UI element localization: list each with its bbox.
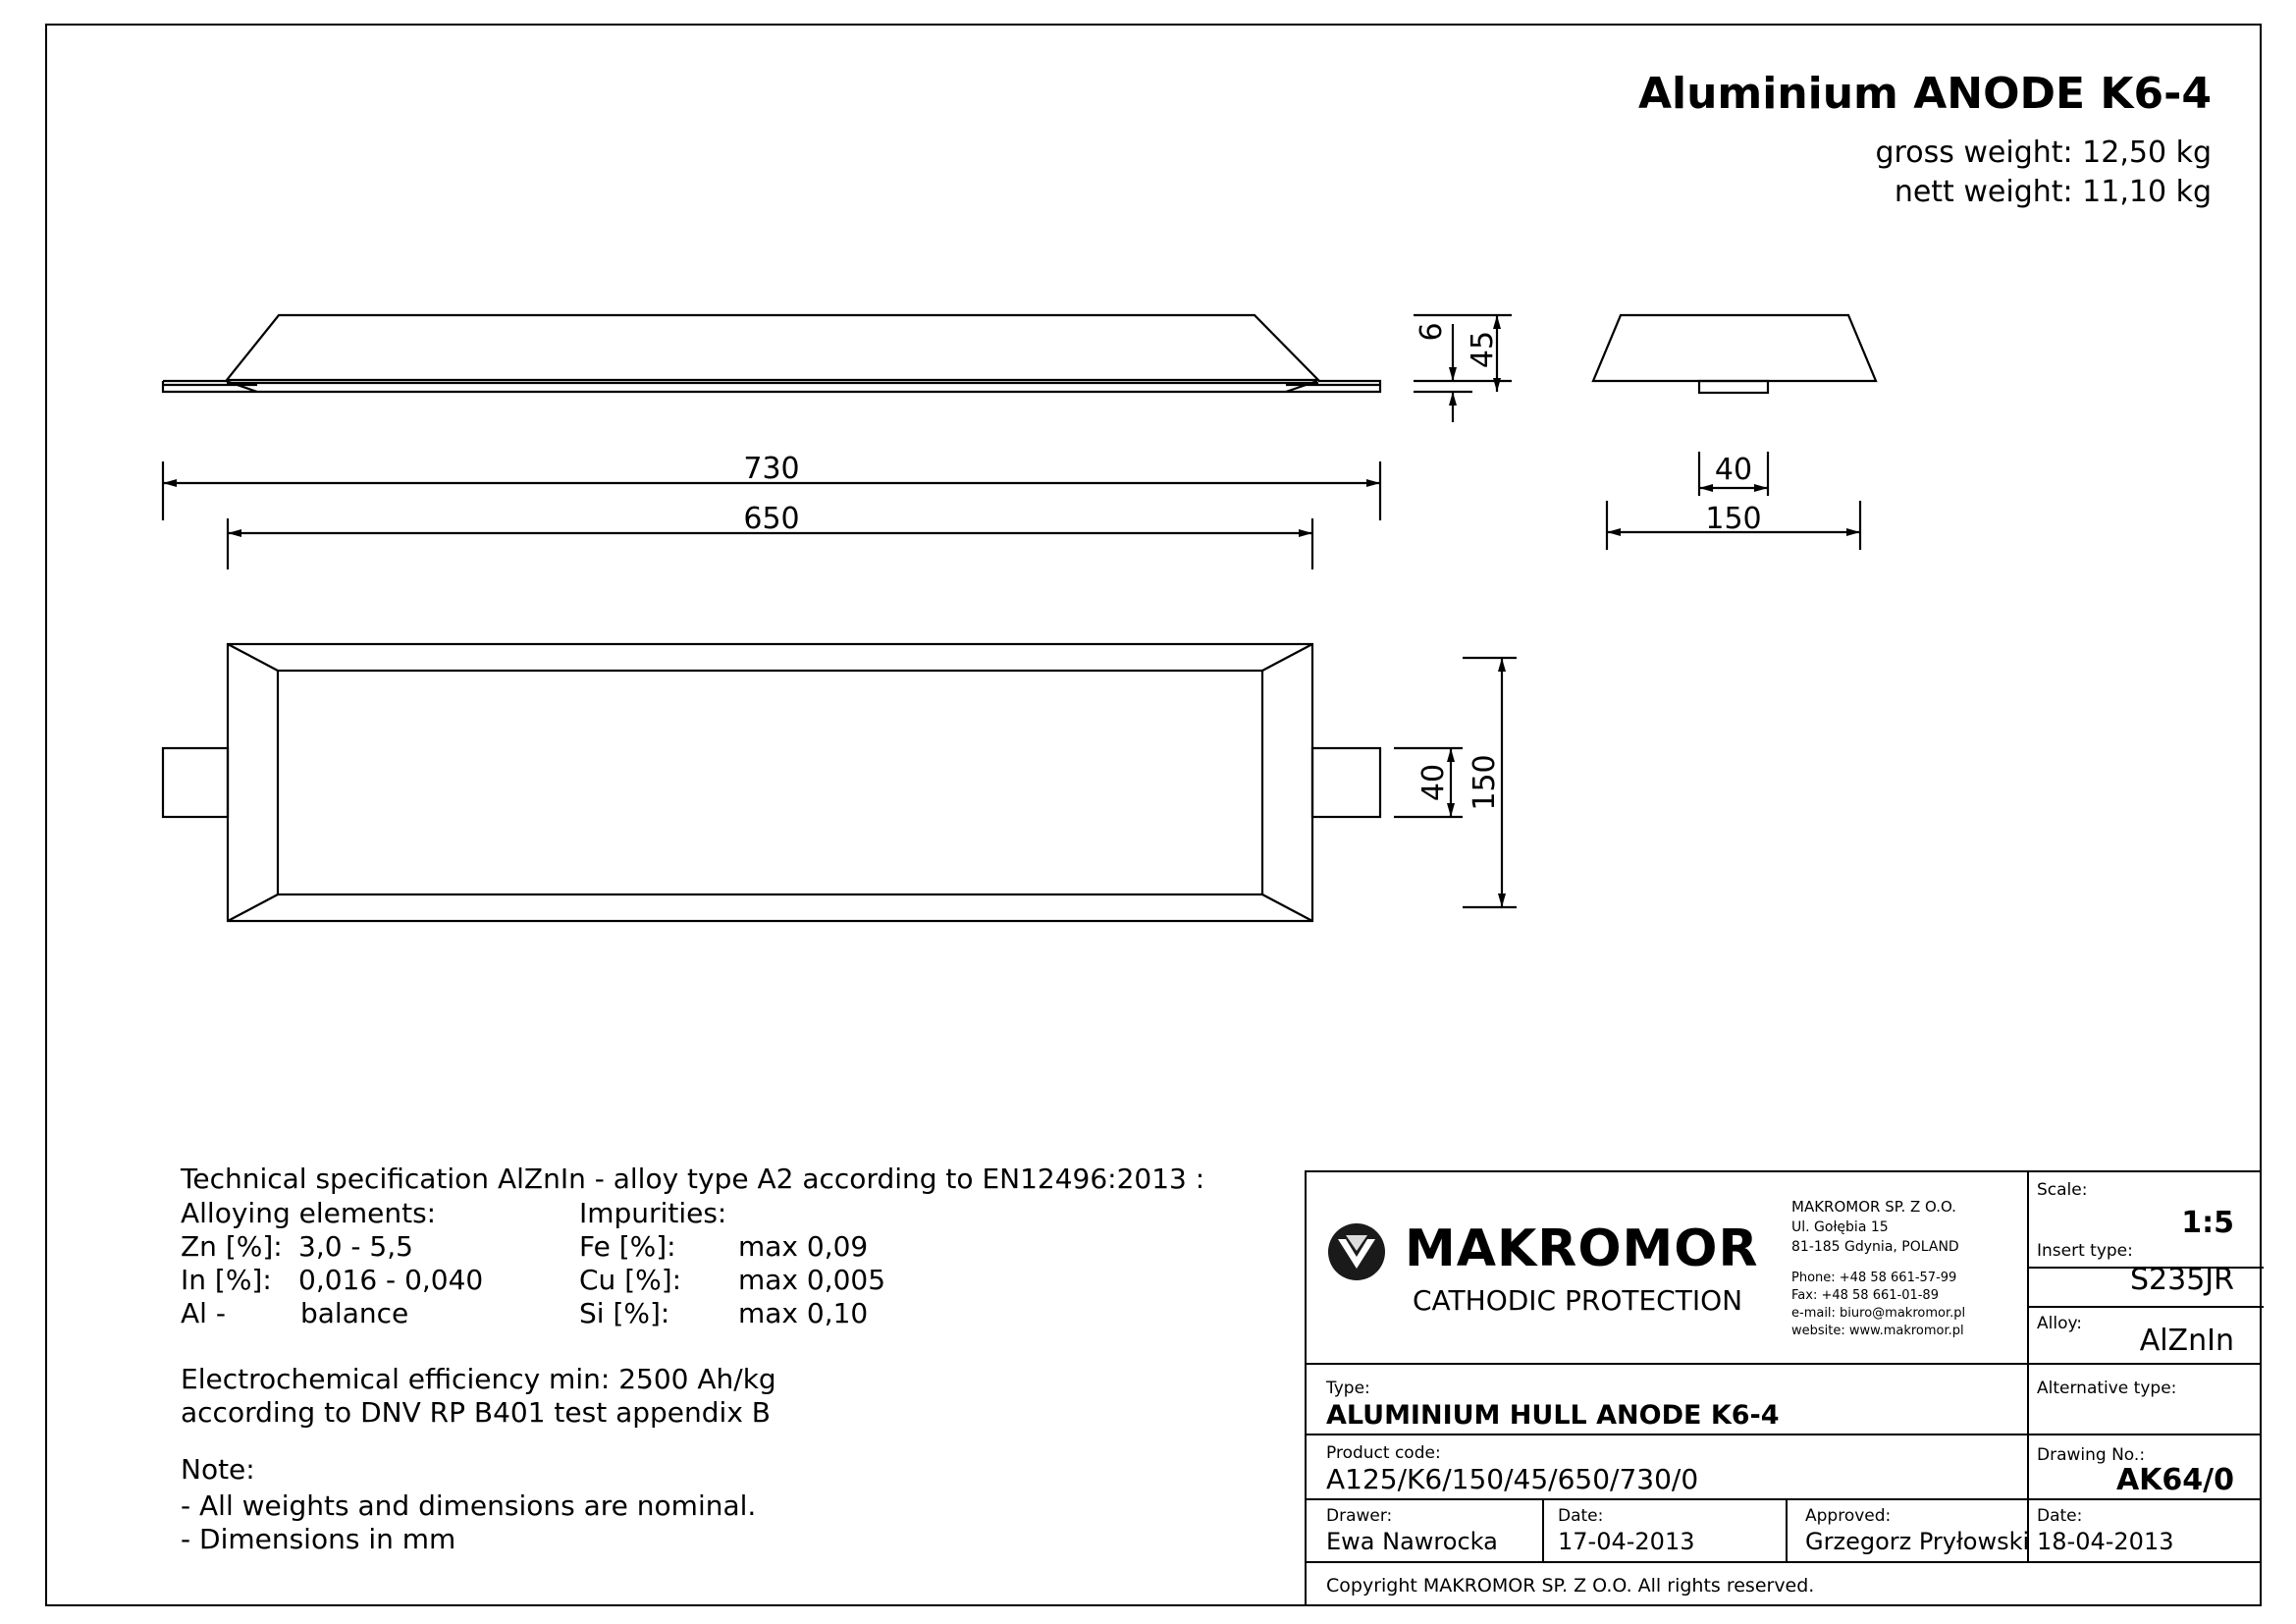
impurity-val: max 0,005 xyxy=(738,1264,886,1296)
dim-40-plan: 40 xyxy=(1416,763,1451,802)
spec-heading: Technical specification AlZnIn - alloy type A2 according to EN12496:2013 : xyxy=(181,1163,1205,1195)
side-view xyxy=(163,315,1380,392)
dim-6: 6 xyxy=(1415,322,1449,342)
impurities-label: Impurities: xyxy=(579,1197,727,1229)
approved-label: Approved: xyxy=(1805,1506,1892,1526)
date-label: Date: xyxy=(1558,1506,1604,1526)
scale-value: 1:5 xyxy=(2181,1206,2234,1240)
impurity-el: Cu [%]: xyxy=(579,1264,682,1296)
alloy-value: AlZnIn xyxy=(2139,1324,2234,1358)
date-label: Date: xyxy=(2037,1506,2083,1526)
alloy-val: balance xyxy=(300,1297,409,1329)
company-name: MAKROMOR xyxy=(1405,1219,1759,1278)
dim-150-end: 150 xyxy=(1705,502,1762,536)
impurity-val: max 0,09 xyxy=(738,1230,869,1263)
contact-line: Phone: +48 58 661-57-99 xyxy=(1791,1271,1957,1285)
alloy-val: 3,0 - 5,5 xyxy=(298,1230,413,1263)
title-block xyxy=(1305,1170,2262,1606)
end-view xyxy=(1593,315,1876,393)
product-code-label: Product code: xyxy=(1326,1443,1441,1463)
makromor-logo-icon xyxy=(1326,1221,1387,1282)
contact-line: Fax: +48 58 661-01-89 xyxy=(1791,1288,1939,1303)
efficiency-line-1: Electrochemical efficiency min: 2500 Ah/kg xyxy=(181,1363,776,1395)
contact-line: website: www.makromor.pl xyxy=(1791,1324,1964,1338)
drawing-no-value: AK64/0 xyxy=(2115,1463,2234,1497)
address-line: Ul. Gołębia 15 xyxy=(1791,1219,1889,1235)
drawing-title: Aluminium ANODE K6-4 xyxy=(1637,69,2212,119)
date-value: 17-04-2013 xyxy=(1558,1528,1695,1555)
address-line: MAKROMOR SP. Z O.O. xyxy=(1791,1198,1956,1216)
scale-label: Scale: xyxy=(2037,1180,2088,1200)
gross-weight: gross weight: 12,50 kg xyxy=(1875,135,2212,170)
insert-type-label: Insert type: xyxy=(2037,1241,2133,1261)
nett-weight: nett weight: 11,10 kg xyxy=(1894,175,2212,209)
alloying-label: Alloying elements: xyxy=(181,1197,437,1229)
drawer-value: Ewa Nawrocka xyxy=(1326,1528,1498,1555)
date-value: 18-04-2013 xyxy=(2037,1528,2174,1555)
dim-45: 45 xyxy=(1466,330,1500,369)
alloy-val: 0,016 - 0,040 xyxy=(298,1264,484,1296)
type-label: Type: xyxy=(1326,1379,1370,1398)
contact-line: e-mail: biuro@makromor.pl xyxy=(1791,1306,1966,1321)
impurity-val: max 0,10 xyxy=(738,1297,869,1329)
efficiency-line-2: according to DNV RP B401 test appendix B xyxy=(181,1396,772,1429)
impurity-el: Si [%]: xyxy=(579,1297,670,1329)
dim-40-end: 40 xyxy=(1714,453,1753,487)
insert-type-value: S235JR xyxy=(2130,1263,2234,1297)
approved-value: Grzegorz Pryłowski xyxy=(1805,1528,2030,1555)
company-tagline: CATHODIC PROTECTION xyxy=(1413,1284,1743,1317)
product-code-value: A125/K6/150/45/650/730/0 xyxy=(1326,1463,1699,1495)
plan-view xyxy=(163,644,1380,921)
impurity-el: Fe [%]: xyxy=(579,1230,676,1263)
note-label: Note: xyxy=(181,1453,255,1486)
dim-650: 650 xyxy=(743,502,800,536)
alloy-el: Al - xyxy=(181,1297,226,1329)
alternative-type-label: Alternative type: xyxy=(2037,1379,2177,1398)
address-line: 81-185 Gdynia, POLAND xyxy=(1791,1239,1959,1255)
type-value: ALUMINIUM HULL ANODE K6-4 xyxy=(1326,1400,1780,1431)
drawer-label: Drawer: xyxy=(1326,1506,1393,1526)
alloy-el: Zn [%]: xyxy=(181,1230,283,1263)
dim-730: 730 xyxy=(743,452,800,486)
note-2: - Dimensions in mm xyxy=(181,1523,456,1555)
note-1: - All weights and dimensions are nominal. xyxy=(181,1489,757,1522)
dim-150-plan: 150 xyxy=(1468,754,1502,811)
alloy-el: In [%]: xyxy=(181,1264,272,1296)
drawing-no-label: Drawing No.: xyxy=(2037,1445,2146,1465)
alloy-label: Alloy: xyxy=(2037,1314,2083,1333)
copyright: Copyright MAKROMOR SP. Z O.O. All rights reserved. xyxy=(1326,1575,1815,1597)
